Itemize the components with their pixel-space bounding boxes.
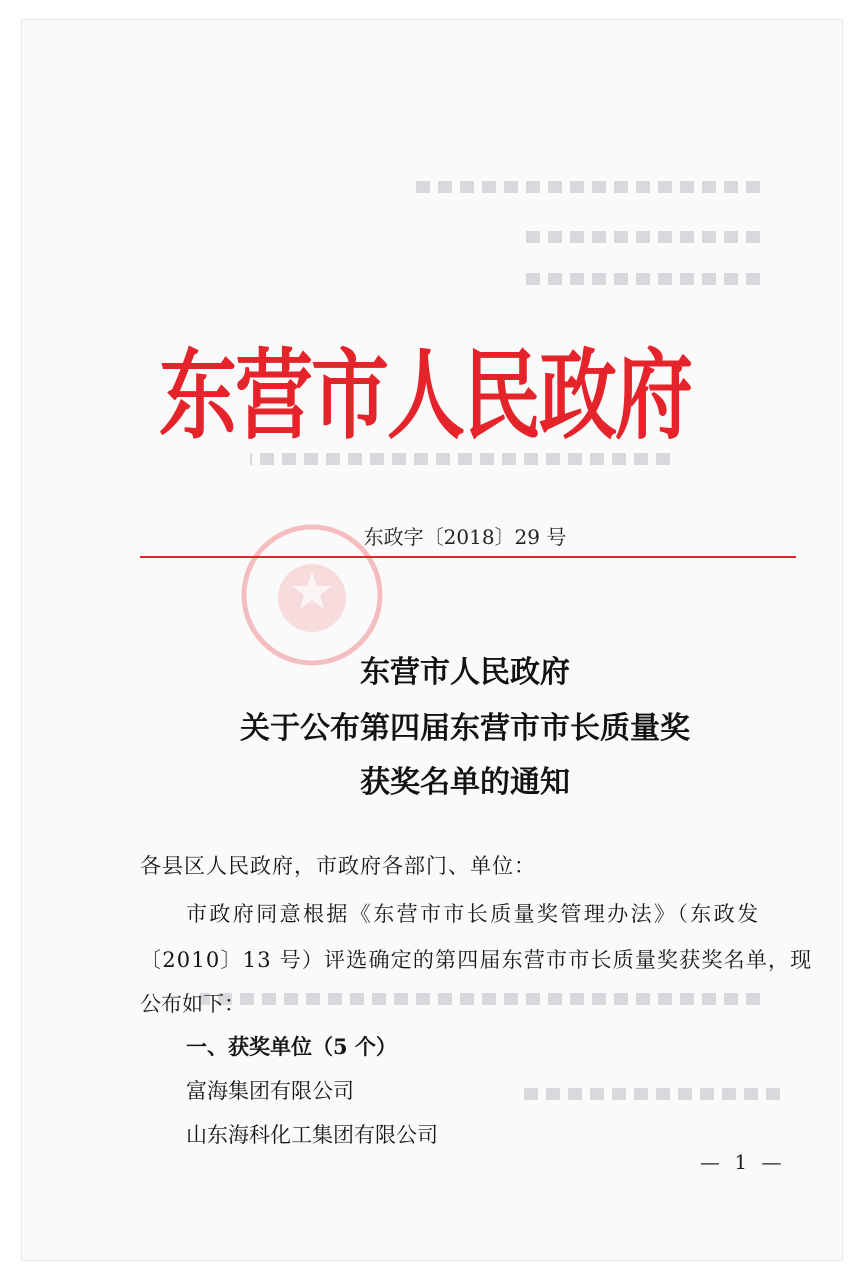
body-paragraph-line-2: 〔2010〕13 号）评选确定的第四届东营市市长质量奖获奖名单，现 xyxy=(140,948,813,972)
salutation: 各县区人民政府，市政府各部门、单位： xyxy=(140,854,536,878)
bleed-through-mark xyxy=(520,1085,780,1103)
page-number: — 1 — xyxy=(700,1150,786,1174)
body-paragraph-line-3: 公布如下： xyxy=(140,992,245,1016)
bleed-through-mark xyxy=(520,228,760,246)
document-title-line-3: 获奖名单的通知 xyxy=(360,765,570,800)
body-paragraph-line-1: 市政府同意根据《东营市市长质量奖管理办法》（东政发 xyxy=(186,902,761,926)
bleed-through-mark xyxy=(410,178,760,196)
red-divider-line xyxy=(140,556,796,558)
letterhead-title: 东营市人民政府 xyxy=(158,339,691,453)
bleed-through-mark xyxy=(200,990,760,1008)
list-item: 富海集团有限公司 xyxy=(186,1079,354,1103)
list-item: 山东海科化工集团有限公司 xyxy=(186,1123,438,1147)
document-page xyxy=(22,20,842,1260)
bleed-through-mark xyxy=(520,270,760,288)
document-title-line-1: 东营市人民政府 xyxy=(360,655,570,690)
section-heading-award-units: 一、获奖单位（5 个） xyxy=(186,1034,397,1059)
document-number: 东政字〔2018〕29 号 xyxy=(363,525,567,549)
document-title-line-2: 关于公布第四届东营市市长质量奖 xyxy=(240,711,690,746)
